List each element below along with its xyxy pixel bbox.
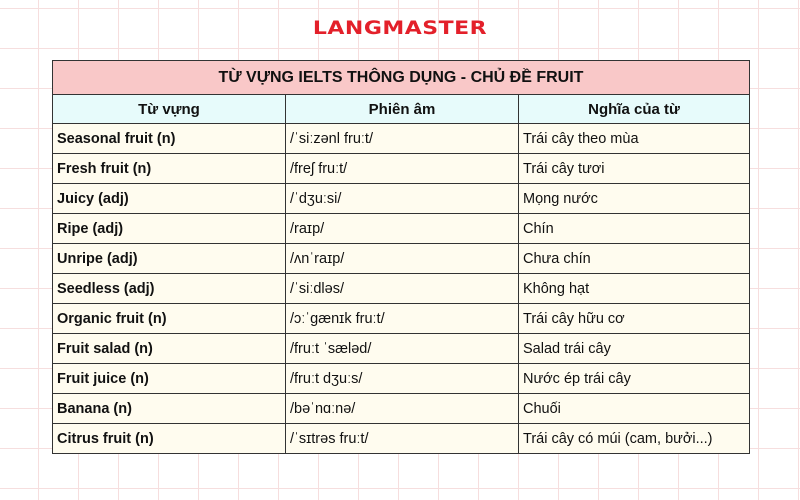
table-row [53, 424, 750, 454]
table-row [53, 244, 750, 274]
cell-word: Seasonal fruit (n) [53, 124, 286, 154]
cell-word: Fresh fruit (n) [53, 154, 286, 184]
cell-meaning: Trái cây có múi (cam, bưởi...) [519, 424, 750, 454]
vocabulary-table [52, 60, 750, 454]
cell-word: Fruit juice (n) [53, 364, 286, 394]
cell-meaning: Chưa chín [519, 244, 750, 274]
cell-ipa: /fruːt ˈsæləd/ [286, 334, 519, 364]
cell-meaning: Chín [519, 214, 750, 244]
cell-ipa: /ˈsiːdləs/ [286, 274, 519, 304]
cell-ipa: /ɔːˈɡænɪk fruːt/ [286, 304, 519, 334]
header-ipa: Phiên âm [286, 95, 519, 124]
cell-ipa: /ʌnˈraɪp/ [286, 244, 519, 274]
langmaster-logo: LANGMASTER [312, 17, 488, 40]
table-row [53, 394, 750, 424]
cell-ipa: /freʃ fruːt/ [286, 154, 519, 184]
table-row [53, 154, 750, 184]
cell-ipa: /bəˈnɑːnə/ [286, 394, 519, 424]
cell-meaning: Trái cây tươi [519, 154, 750, 184]
cell-ipa: /ˈsiːzənl fruːt/ [286, 124, 519, 154]
cell-word: Citrus fruit (n) [53, 424, 286, 454]
cell-word: Organic fruit (n) [53, 304, 286, 334]
cell-ipa: /ˈdʒuːsi/ [286, 184, 519, 214]
cell-ipa: /ˈsɪtrəs fruːt/ [286, 424, 519, 454]
cell-meaning: Salad trái cây [519, 334, 750, 364]
cell-word: Fruit salad (n) [53, 334, 286, 364]
cell-word: Juicy (adj) [53, 184, 286, 214]
cell-ipa: /raɪp/ [286, 214, 519, 244]
header-word: Từ vựng [53, 95, 286, 124]
cell-meaning: Chuối [519, 394, 750, 424]
cell-meaning: Không hạt [519, 274, 750, 304]
cell-meaning: Mọng nước [519, 184, 750, 214]
table-row [53, 184, 750, 214]
table-row [53, 334, 750, 364]
cell-word: Seedless (adj) [53, 274, 286, 304]
cell-meaning: Trái cây theo mùa [519, 124, 750, 154]
table-row [53, 124, 750, 154]
cell-word: Ripe (adj) [53, 214, 286, 244]
cell-meaning: Nước ép trái cây [519, 364, 750, 394]
cell-word: Unripe (adj) [53, 244, 286, 274]
cell-word: Banana (n) [53, 394, 286, 424]
table-row [53, 364, 750, 394]
table-row [53, 304, 750, 334]
table-row [53, 274, 750, 304]
table-title: TỪ VỰNG IELTS THÔNG DỤNG - CHỦ ĐỀ FRUIT [53, 61, 750, 95]
cell-meaning: Trái cây hữu cơ [519, 304, 750, 334]
table-row [53, 214, 750, 244]
cell-ipa: /fruːt dʒuːs/ [286, 364, 519, 394]
header-meaning: Nghĩa của từ [519, 95, 750, 124]
